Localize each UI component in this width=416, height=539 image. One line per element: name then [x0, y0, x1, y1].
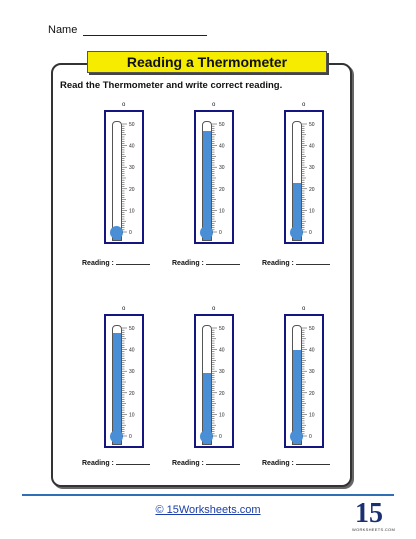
thermometer	[104, 102, 150, 244]
scale-label: 40	[219, 347, 225, 354]
name-label: Name	[48, 24, 78, 36]
reading-field	[82, 460, 150, 467]
name-blank-line[interactable]	[83, 25, 207, 36]
degree-symbol: o	[122, 306, 126, 312]
scale-label: 0	[219, 230, 222, 236]
reading-answer-blank[interactable]	[206, 464, 240, 465]
reading-answer-blank[interactable]	[296, 264, 330, 265]
reading-label: Reading :	[82, 460, 114, 467]
scale-label: 20	[309, 390, 315, 397]
reading-field	[262, 260, 330, 267]
footer-divider	[22, 494, 394, 496]
thermometer	[194, 306, 240, 448]
reading-label: Reading :	[172, 460, 204, 467]
thermometer-scale	[284, 102, 330, 244]
scale-label: 10	[309, 412, 315, 419]
scale-label: 50	[219, 122, 225, 128]
reading-answer-blank[interactable]	[296, 464, 330, 465]
brand-logo	[352, 498, 396, 532]
scale-label: 20	[129, 390, 135, 397]
scale-label: 40	[309, 143, 315, 150]
thermometer-scale	[194, 102, 240, 244]
thermometer	[284, 306, 330, 448]
scale-label: 50	[129, 326, 135, 332]
scale-label: 50	[309, 326, 315, 332]
reading-label: Reading :	[82, 260, 114, 267]
degree-symbol: o	[212, 102, 216, 108]
scale-label: 40	[219, 143, 225, 150]
reading-field	[262, 460, 330, 467]
scale-label: 30	[219, 165, 225, 172]
scale-label: 10	[219, 208, 225, 215]
thermometer	[284, 102, 330, 244]
reading-field	[172, 460, 240, 467]
scale-label: 50	[309, 122, 315, 128]
thermometer-scale	[104, 306, 150, 448]
scale-label: 10	[129, 208, 135, 215]
degree-symbol: o	[212, 306, 216, 312]
scale-label: 0	[129, 434, 132, 440]
scale-label: 20	[219, 186, 225, 193]
scale-label: 10	[129, 412, 135, 419]
scale-label: 40	[129, 347, 135, 354]
logo-number: 15	[355, 498, 383, 529]
scale-label: 0	[219, 434, 222, 440]
scale-label: 0	[129, 230, 132, 236]
thermometer	[104, 306, 150, 448]
scale-label: 40	[129, 143, 135, 150]
worksheet-title: Reading a Thermometer	[87, 51, 327, 73]
scale-label: 20	[129, 186, 135, 193]
thermometer-scale	[284, 306, 330, 448]
reading-answer-blank[interactable]	[116, 464, 150, 465]
scale-label: 30	[129, 369, 135, 376]
scale-label: 0	[309, 434, 312, 440]
scale-label: 40	[309, 347, 315, 354]
reading-label: Reading :	[262, 260, 294, 267]
thermometer	[194, 102, 240, 244]
scale-label: 0	[309, 230, 312, 236]
footer-copyright-link[interactable]: © 15Worksheets.com	[155, 504, 261, 516]
scale-label: 20	[309, 186, 315, 193]
instructions-text: Read the Thermometer and write correct reading.	[60, 80, 283, 91]
thermometer-scale	[194, 306, 240, 448]
scale-label: 30	[309, 369, 315, 376]
scale-label: 50	[129, 122, 135, 128]
degree-symbol: o	[302, 102, 306, 108]
logo-text: WORKSHEETS.COM	[352, 527, 396, 532]
reading-field	[82, 260, 150, 267]
reading-label: Reading :	[172, 260, 204, 267]
scale-label: 10	[219, 412, 225, 419]
reading-label: Reading :	[262, 460, 294, 467]
scale-label: 30	[309, 165, 315, 172]
scale-label: 20	[219, 390, 225, 397]
name-field	[48, 24, 207, 36]
reading-answer-blank[interactable]	[206, 264, 240, 265]
scale-label: 30	[219, 369, 225, 376]
scale-label: 30	[129, 165, 135, 172]
reading-answer-blank[interactable]	[116, 264, 150, 265]
thermometer-scale	[104, 102, 150, 244]
scale-label: 50	[219, 326, 225, 332]
degree-symbol: o	[122, 102, 126, 108]
reading-field	[172, 260, 240, 267]
degree-symbol: o	[302, 306, 306, 312]
scale-label: 10	[309, 208, 315, 215]
